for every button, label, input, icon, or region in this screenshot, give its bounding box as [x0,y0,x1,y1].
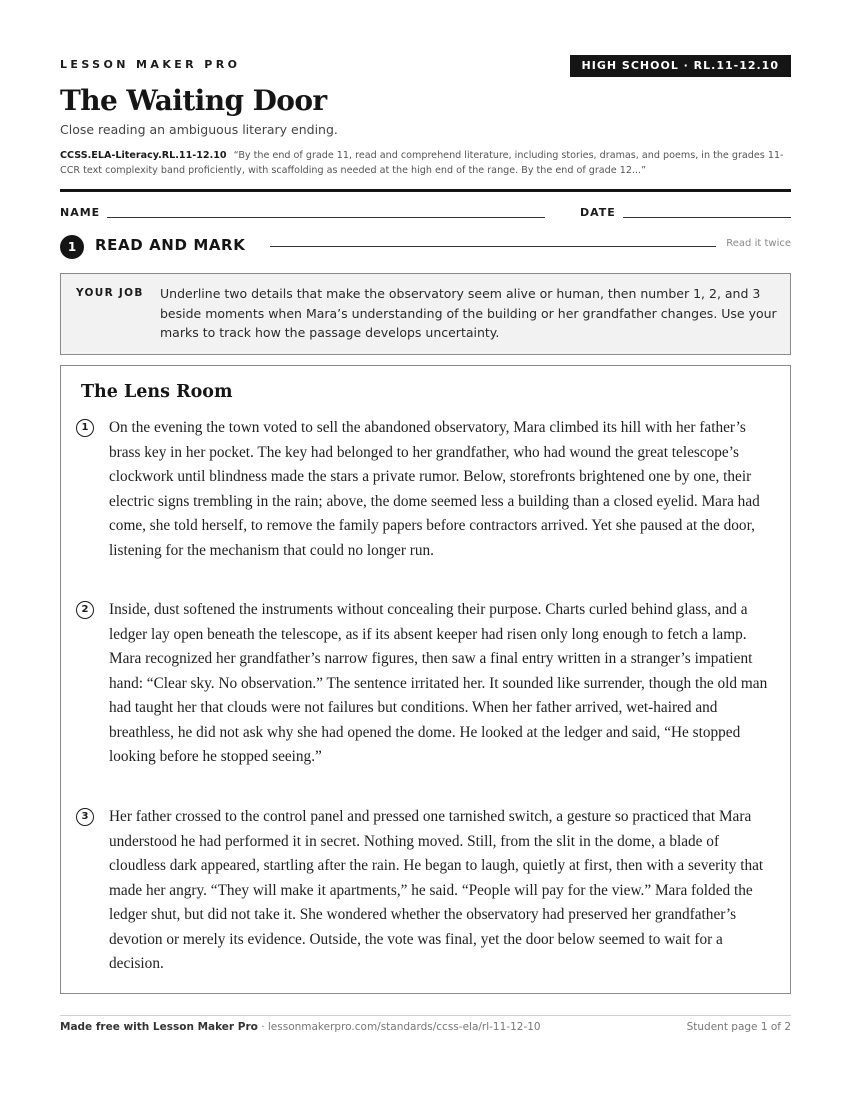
level-badge: HIGH SCHOOL · RL.11-12.10 [570,55,791,77]
worksheet-title: The Waiting Door [60,84,327,117]
brand-name: LESSON MAKER PRO [60,58,241,71]
name-field[interactable] [107,217,545,218]
worksheet-subtitle: Close reading an ambiguous literary ending. [60,122,338,137]
name-label: NAME [60,206,101,219]
paragraph-number: 1 [76,419,94,437]
paragraph-number: 3 [76,808,94,826]
section-number: 1 [60,235,84,259]
your-job-label: YOUR JOB [76,287,144,299]
standard-description [60,148,791,178]
footer-credit [60,1021,541,1033]
paragraph-number: 2 [76,601,94,619]
your-job-instructions: Underline two details that make the observatory seem alive or human, then number 1, 2, and 3 beside moments when Mara’s understanding of the building or her grandfather changes. Use your marks to track how the passage develops uncertainty. [160,286,777,340]
your-job-box [60,273,791,355]
passage-title: The Lens Room [81,382,233,402]
footer-page-number: Student page 1 of 2 [686,1021,791,1033]
standard-code: CCSS.ELA-Literacy.RL.11-12.10 [60,150,227,161]
paragraph-text: Inside, dust softened the instruments without concealing their purpose. Charts curled behind glass, and a ledger lay open beneath the telescope, as if its absent keeper had risen only long enough to fetch a lamp. Mara recognized her grandfather’s narrow figures, then saw a final entry written in a stranger’s impatient hand: “Clear sky. No observation.” The sentence irritated her. It sounded like surrender, though the old man had taught her that clouds were not failures but conditions. When her father arrived, wet-haired and breathless, he did not ask why she had opened the dome. He looked at the ledger and said, “He stopped looking before he stopped seeing.” [109,601,768,765]
footer-divider [60,1015,791,1016]
passage-box [60,365,791,994]
standard-text: “By the end of grade 11, read and comprehend literature, including stories, dramas, and poems, in the grades 11-CCR text complexity band proficiently, with scaffolding as needed at the high end of the range. By the end of grade 12...” [60,150,784,176]
header-divider [60,189,791,192]
header-top-row [60,55,791,79]
section-header [60,235,791,259]
paragraph-text: Her father crossed to the control panel and pressed one tarnished switch, a gesture so practiced that Mara understood he had performed it in secret. Nothing moved. Still, from the slit in the dome, a blade of cloudless dark appeared, startling after the rain. He began to laugh, quietly at first, then with a severity that made her angry. “They will make it apartments,” he said. “People will pay for the view.” Mara folded the ledger shut, but did not take it. She wondered whether the observatory had preserved her grandfather’s devotion or merely its evidence. Outside, the vote was final, yet the door below seemed to wait for a decision. [109,808,764,972]
date-field[interactable] [623,217,791,218]
section-hint: Read it twice [726,238,791,249]
section-title: READ AND MARK [95,236,246,254]
footer-link[interactable]: · lessonmakerpro.com/standards/ccss-ela/rl-11-12-10 [257,1021,541,1033]
section-rule [270,246,716,247]
date-label: DATE [580,206,616,219]
paragraph-text: On the evening the town voted to sell the abandoned observatory, Mara climbed its hill with her father’s brass key in her pocket. The key had belonged to her grandfather, who had wound the great telescope’s clockwork until blindness made the stars a private rumor. Below, storefronts brightened one by one, their electric signs trembling in the rain; above, the dome seemed less a building than a closed eyelid. Mara had come, she told herself, to remove the family papers before contractors arrived. Yet she paused at the door, listening for the mechanism that could no longer run. [109,419,760,559]
footer-made-with: Made free with Lesson Maker Pro [60,1021,258,1033]
worksheet-page [60,0,791,1100]
